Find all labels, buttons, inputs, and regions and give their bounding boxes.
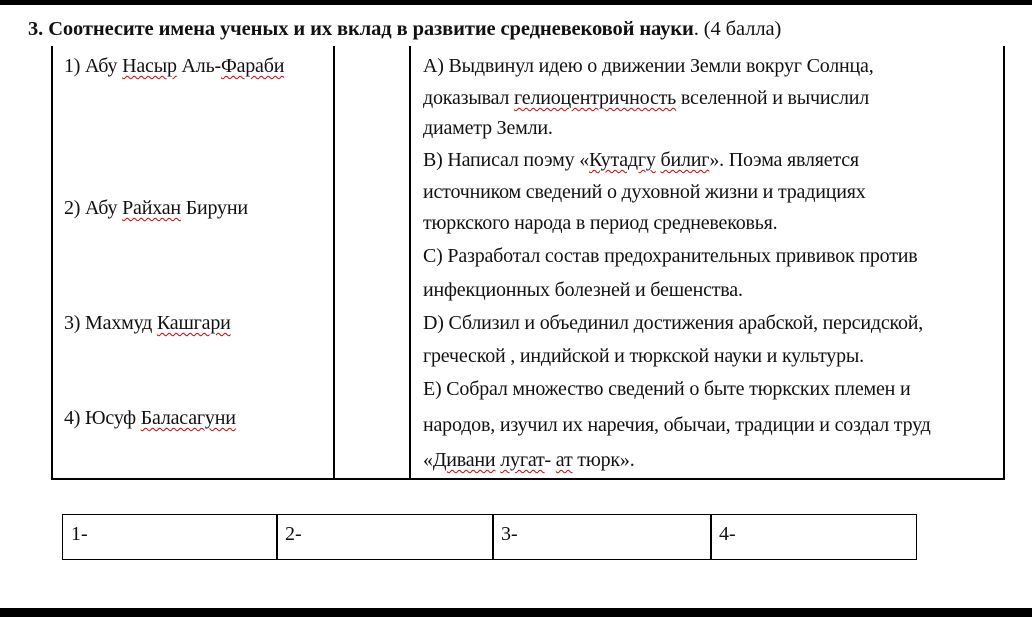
contribution-a-line-1: А) Выдвинул идею о движении Земли вокруг Солнца, <box>423 55 874 77</box>
table-divider-2 <box>409 46 411 479</box>
contribution-a-line-3: диаметр Земли. <box>423 117 553 139</box>
contribution-e-line-3: «Дивани лугат- ат тюрк». <box>423 449 635 471</box>
contribution-e-line-2: народов, изучил их наречия, обычаи, традиции и создал труд <box>423 414 931 436</box>
contribution-c-line-1: С) Разработал состав предохранительных прививок против <box>423 245 918 267</box>
scientist-2: 2) Абу Райхан Бируни <box>64 197 248 219</box>
answer-cell-3[interactable] <box>492 514 712 560</box>
answer-label-1: 1- <box>71 523 88 545</box>
answer-label-4: 4- <box>719 523 736 545</box>
answer-cell-4[interactable] <box>710 514 917 560</box>
answer-cell-2[interactable] <box>276 514 494 560</box>
contribution-d-line-2: греческой , индийской и тюркской науки и культуры. <box>423 345 864 367</box>
table-divider-1 <box>333 46 335 479</box>
table-bottom-border <box>51 478 1005 480</box>
answer-label-3: 3- <box>501 523 518 545</box>
contribution-d-line-1: D) Сблизил и объединил достижения арабской, персидской, <box>423 312 924 334</box>
contribution-e-line-1: Е) Собрал множество сведений о быте тюркских племен и <box>423 378 911 400</box>
contribution-b-line-3: тюркского народа в период средневековья. <box>423 212 778 234</box>
answer-cell-1[interactable] <box>62 514 278 560</box>
contribution-c-line-2: инфекционных болезней и бешенства. <box>423 279 743 301</box>
contribution-b-line-2: источником сведений о духовной жизни и традициях <box>423 181 866 203</box>
table-right-border <box>1003 46 1005 479</box>
table-left-border <box>51 46 53 479</box>
scientist-1: 1) Абу Насыр Аль-Фараби <box>64 55 285 77</box>
answer-label-2: 2- <box>285 523 302 545</box>
scientist-3: 3) Махмуд Кашгари <box>64 312 231 334</box>
bottom-border <box>0 608 1032 617</box>
scientist-4: 4) Юсуф Баласагуни <box>64 407 236 429</box>
question-title-bold: 3. Соотнесите имена ученых и их вклад в развитие средневековой науки <box>28 18 694 40</box>
question-title <box>28 18 781 41</box>
question-points: . (4 балла) <box>693 18 782 40</box>
contribution-a-line-2: доказывал гелиоцентричность вселенной и вычислил <box>423 87 870 109</box>
contribution-b-line-1: B) Написал поэму «Кутадгу билиг». Поэма является <box>423 149 859 171</box>
top-border <box>0 0 1032 5</box>
